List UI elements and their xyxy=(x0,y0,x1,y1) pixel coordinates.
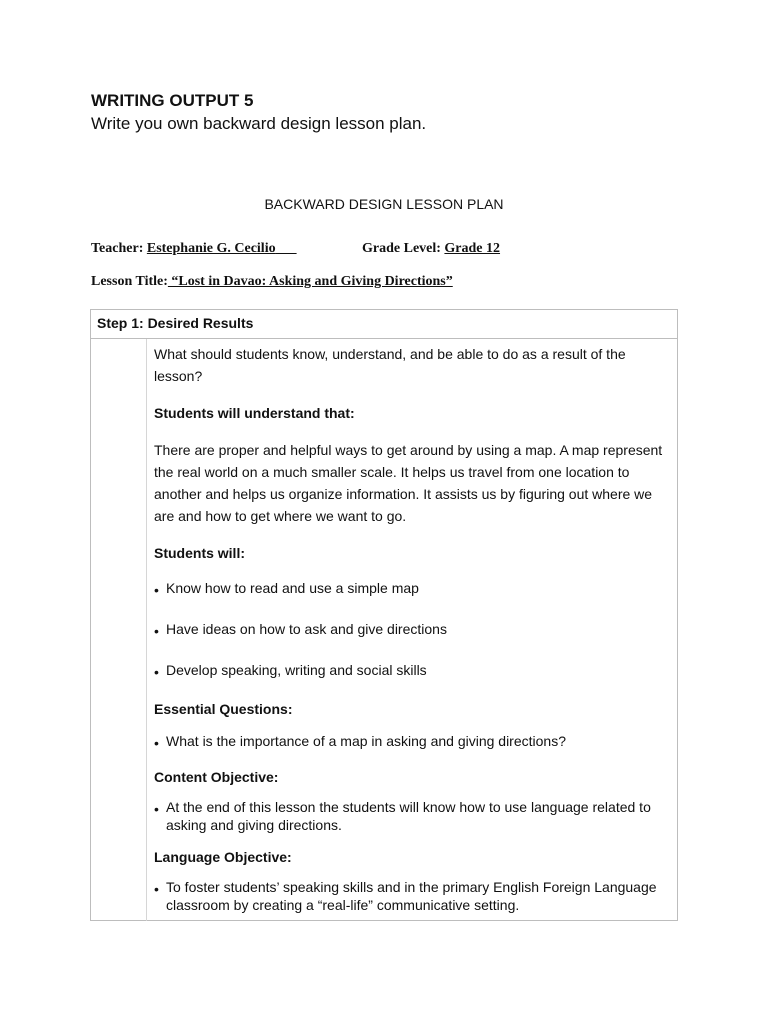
column-divider xyxy=(146,339,147,921)
lesson-title-value: “Lost in Davao: Asking and Giving Directions” xyxy=(167,274,453,289)
step1-body xyxy=(91,339,677,921)
essential-questions-heading: Essential Questions: xyxy=(154,701,293,717)
lesson-plan-title: BACKWARD DESIGN LESSON PLAN xyxy=(264,196,504,212)
grade-line xyxy=(362,241,500,257)
list-item: • What is the importance of a map in asking and giving directions? xyxy=(154,732,674,754)
students-will-heading: Students will: xyxy=(154,545,245,561)
teacher-value: Estephanie G. Cecilio xyxy=(146,241,276,256)
teacher-label: Teacher: xyxy=(91,241,144,256)
list-item: • Have ideas on how to ask and give directions xyxy=(154,620,674,642)
step1-heading: Step 1: Desired Results xyxy=(91,310,677,339)
bullet-icon: • xyxy=(154,881,159,897)
bullet-icon: • xyxy=(154,664,159,680)
step1-content xyxy=(154,343,674,914)
lesson-title-line xyxy=(91,274,453,290)
content-objective-heading: Content Objective: xyxy=(154,769,279,785)
lesson-title-label: Lesson Title: xyxy=(91,274,168,289)
teacher-line xyxy=(91,241,297,257)
desired-results-table xyxy=(90,309,678,921)
understand-heading: Students will understand that: xyxy=(154,405,355,421)
language-objective-heading: Language Objective: xyxy=(154,849,292,865)
intro-question: What should students know, understand, and be able to do as a result of the lesson? xyxy=(154,346,626,384)
grade-label: Grade Level: xyxy=(362,241,441,256)
bullet-icon: • xyxy=(154,735,159,751)
list-item: • To foster students’ speaking skills and in the primary English Foreign Language classroom by creating a “real-life” communicative setting. xyxy=(154,879,657,913)
grade-value: Grade 12 xyxy=(444,241,501,256)
list-item: • At the end of this lesson the students will know how to use language related to asking and giving directions. xyxy=(154,799,651,833)
teacher-underline-pad xyxy=(276,241,297,256)
bullet-icon: • xyxy=(154,623,159,639)
list-item: • Know how to read and use a simple map xyxy=(154,579,674,601)
list-item: • Develop speaking, writing and social skills xyxy=(154,661,674,683)
writing-output-instruction: Write you own backward design lesson plan. xyxy=(91,114,427,133)
bullet-icon: • xyxy=(154,801,159,817)
writing-output-title: WRITING OUTPUT 5 xyxy=(91,91,254,110)
bullet-icon: • xyxy=(154,582,159,598)
understand-text: There are proper and helpful ways to get around by using a map. A map represent the real world on a much smaller scale. It helps us travel from one location to another and helps us organize information. It assists us by figuring out where we are and how to get where we want to go. xyxy=(154,442,663,524)
